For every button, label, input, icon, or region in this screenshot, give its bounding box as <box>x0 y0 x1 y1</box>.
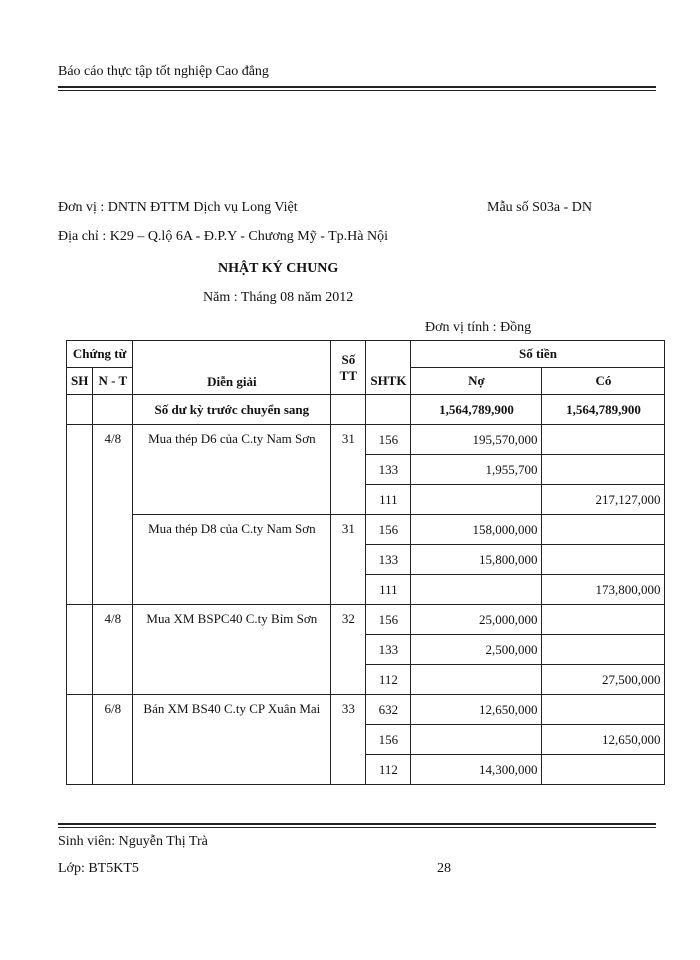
row-account: 156 <box>366 605 411 635</box>
row-credit: 12,650,000 <box>542 725 665 755</box>
company-unit: Đơn vị : DNTN ĐTTM Dịch vụ Long Việt <box>58 200 298 215</box>
row-debit: 195,570,000 <box>411 425 542 455</box>
header-credit: Có <box>542 368 665 395</box>
row-debit: 14,300,000 <box>411 755 542 785</box>
row-credit: 173,800,000 <box>542 575 665 605</box>
opening-label: Số dư kỳ trước chuyển sang <box>133 395 331 425</box>
opening-credit: 1,564,789,900 <box>542 395 665 425</box>
journal-row <box>67 425 665 455</box>
row-account: 111 <box>366 575 411 605</box>
footer-page-number: 28 <box>437 861 451 876</box>
header-row-1 <box>67 341 665 368</box>
form-code: Mẫu số S03a - DN <box>487 200 592 215</box>
opening-balance-row <box>67 395 665 425</box>
row-credit <box>542 755 665 785</box>
header-amount: Số tiền <box>411 341 665 368</box>
row-account: 632 <box>366 695 411 725</box>
journal-row <box>67 515 665 545</box>
row-credit: 217,127,000 <box>542 485 665 515</box>
row-description: Mua thép D8 của C.ty Nam Sơn <box>133 515 331 605</box>
row-account: 133 <box>366 455 411 485</box>
document-period: Năm : Tháng 08 năm 2012 <box>203 290 354 305</box>
row-seq: 33 <box>331 695 366 785</box>
row-sh <box>67 605 93 695</box>
header-description: Diễn giải <box>133 341 331 395</box>
row-credit: 27,500,000 <box>542 665 665 695</box>
row-account: 112 <box>366 665 411 695</box>
journal-row <box>67 605 665 635</box>
row-credit <box>542 455 665 485</box>
opening-date <box>93 395 133 425</box>
currency-unit: Đơn vị tính : Đồng <box>425 320 532 335</box>
opening-account <box>366 395 411 425</box>
document-title: NHẬT KÝ CHUNG <box>218 261 339 276</box>
row-debit <box>411 725 542 755</box>
row-credit <box>542 605 665 635</box>
row-account: 111 <box>366 485 411 515</box>
header-seq-top: Số <box>331 341 366 368</box>
row-debit: 25,000,000 <box>411 605 542 635</box>
row-credit <box>542 695 665 725</box>
row-sh <box>67 425 93 605</box>
row-debit: 15,800,000 <box>411 545 542 575</box>
row-sh <box>67 695 93 785</box>
opening-sh <box>67 395 93 425</box>
company-address: Địa chỉ : K29 – Q.lộ 6A - Đ.P.Y - Chương Mỹ - Tp.Hà Nội <box>58 229 388 244</box>
footer-class: Lớp: BT5KT5 <box>58 861 139 876</box>
row-account: 133 <box>366 635 411 665</box>
row-debit <box>411 575 542 605</box>
row-account: 156 <box>366 725 411 755</box>
opening-debit: 1,564,789,900 <box>411 395 542 425</box>
row-credit <box>542 635 665 665</box>
header-voucher: Chứng từ <box>67 341 133 368</box>
row-seq: 31 <box>331 425 366 515</box>
row-debit <box>411 665 542 695</box>
header-sh: SH <box>67 368 93 395</box>
row-seq: 32 <box>331 605 366 695</box>
footer-student: Sinh viên: Nguyễn Thị Trà <box>58 834 208 849</box>
header-rule-thin <box>58 90 656 91</box>
header-account: SHTK <box>366 368 411 395</box>
row-credit <box>542 425 665 455</box>
row-description: Bán XM BS40 C.ty CP Xuân Mai <box>133 695 331 785</box>
row-debit: 1,955,700 <box>411 455 542 485</box>
row-debit: 12,650,000 <box>411 695 542 725</box>
row-account: 112 <box>366 755 411 785</box>
row-debit <box>411 485 542 515</box>
row-seq: 31 <box>331 515 366 605</box>
row-credit <box>542 545 665 575</box>
header-account-top <box>366 341 411 368</box>
row-account: 133 <box>366 545 411 575</box>
row-description: Mua XM BSPC40 C.ty Bỉm Sơn <box>133 605 331 695</box>
report-header-title: Báo cáo thực tập tốt nghiệp Cao đẳng <box>58 64 269 79</box>
footer-rule-thin <box>58 827 656 828</box>
footer-rule-thick <box>58 823 656 825</box>
opening-seq <box>331 395 366 425</box>
row-credit <box>542 515 665 545</box>
row-debit: 158,000,000 <box>411 515 542 545</box>
row-date: 4/8 <box>93 425 133 605</box>
journal-row <box>67 695 665 725</box>
header-debit: Nợ <box>411 368 542 395</box>
journal-table <box>66 340 665 785</box>
row-date: 4/8 <box>93 605 133 695</box>
header-date: N - T <box>93 368 133 395</box>
header-seq-bottom: TT <box>331 368 366 395</box>
row-debit: 2,500,000 <box>411 635 542 665</box>
row-account: 156 <box>366 515 411 545</box>
row-date: 6/8 <box>93 695 133 785</box>
row-description: Mua thép D6 của C.ty Nam Sơn <box>133 425 331 515</box>
row-account: 156 <box>366 425 411 455</box>
header-rule-thick <box>58 86 656 88</box>
